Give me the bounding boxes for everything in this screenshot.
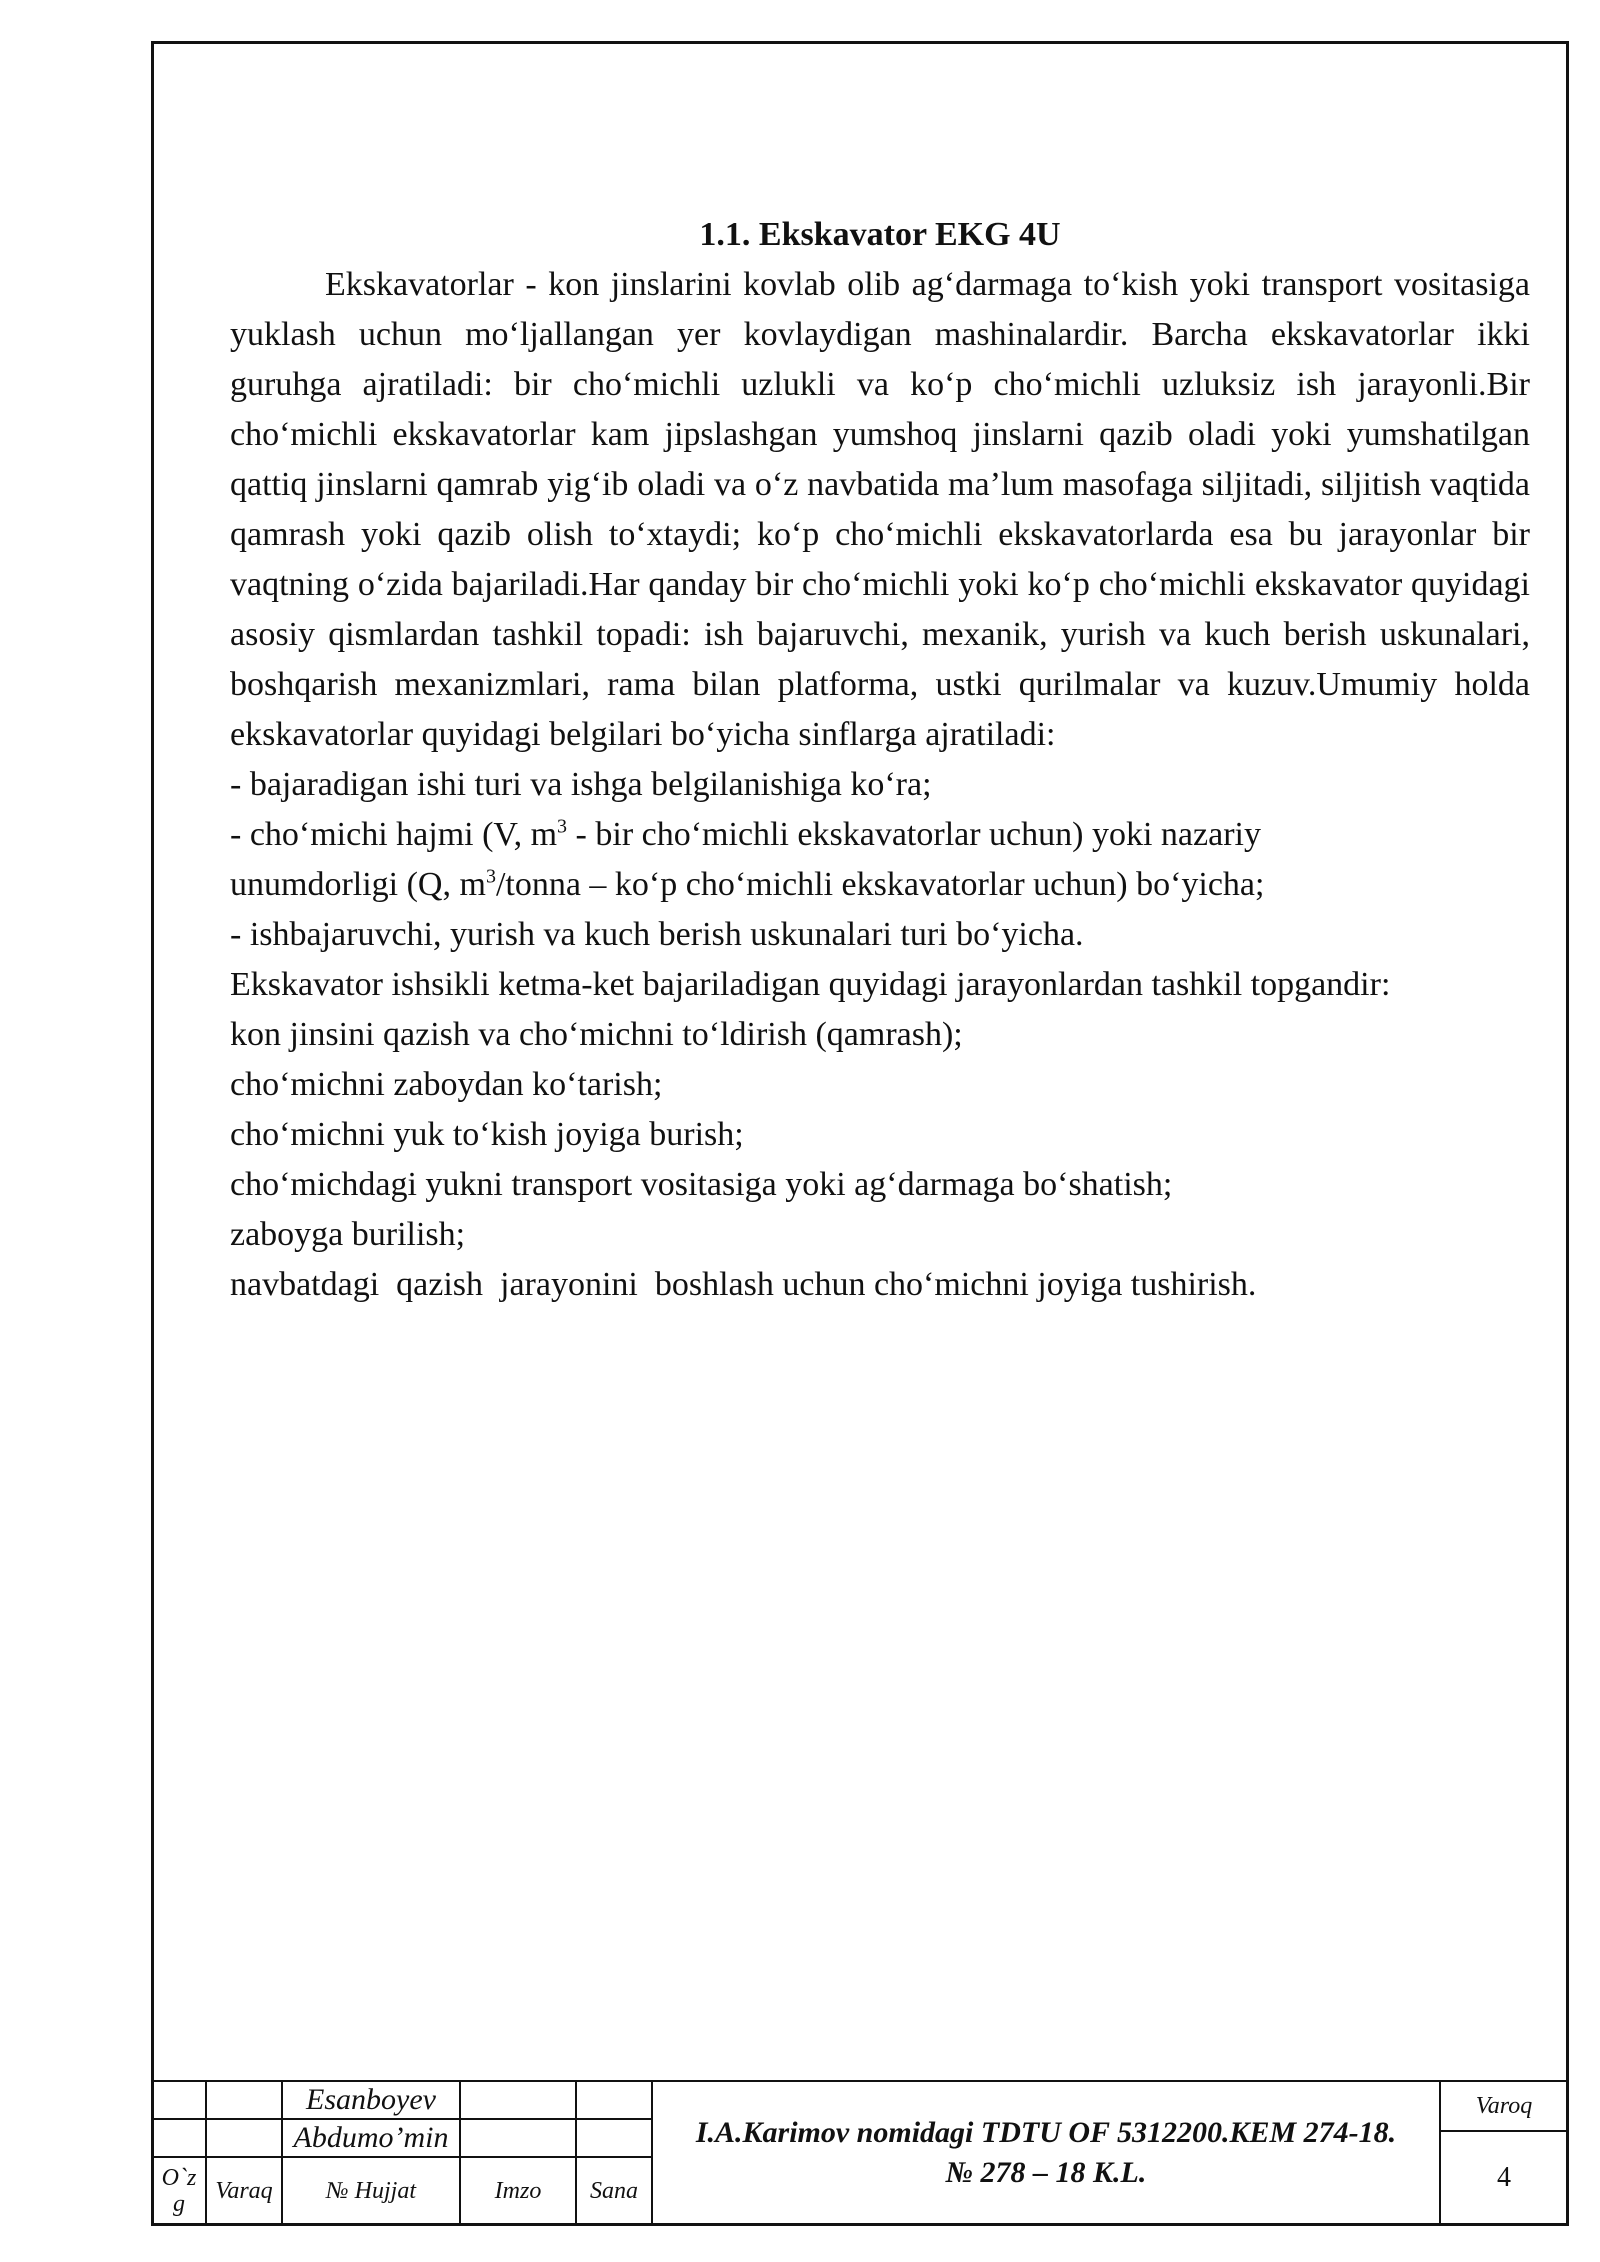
stamp-col-imzo: Imzo [459, 2156, 577, 2226]
stamp-col-sana: Sana [575, 2156, 653, 2226]
process-step: navbatdagi qazish jarayonini boshlash uchun cho‘michni joyiga tushirish. [230, 1266, 1257, 1303]
stamp-empty-cell [205, 2080, 283, 2120]
stamp-empty-cell [575, 2080, 653, 2120]
title-block [151, 2080, 1569, 2226]
body-paragraph: Ekskavatorlar - kon jinslarini kovlab olib ag‘darmaga to‘kish yoki transport vositasiga yuklash uchun mo‘ljallangan yer kovlaydigan mashinalardir. Barcha ekskavatorlar ikki guruhga ajratiladi: bir cho‘michli uzlukli va ko‘p cho‘michli uzluksiz ish jarayonli.Bir cho‘michli ekskavatorlar kam jipslashgan yumshoq jinslarni qazib oladi yoki yumshatilgan qattiq jinslarni qamrab yig‘ib oladi va o‘z navbatida ma’lum masofaga siljitadi, siljitish vaqtida qamrash yoki qazib olish to‘xtaydi; ko‘p cho‘michli ekskavatorlarda esa bu jarayonlar bir vaqtning o‘zida bajariladi.Har qanday bir cho‘michli yoki ko‘p cho‘michli ekskavator quyidagi asosiy qismlardan tashkil topadi: ish bajaruvchi, mexanik, yurish va kuch berish uskunalari, boshqarish mexanizmlari, rama bilan platforma, ustki qurilmalar va kuzuv.Umumiy holda ekskavatorlar quyidagi belgilari bo‘yicha sinflarga ajratiladi: [230, 266, 1530, 753]
process-step: cho‘michni yuk to‘kish joyiga burish; [230, 1116, 744, 1153]
stamp-org-line1: I.A.Karimov nomidagi TDTU OF 5312200.KEM 274-18. [695, 2116, 1397, 2149]
stamp-author-name: Abdumo’min [281, 2118, 461, 2158]
process-step: cho‘michni zaboydan ko‘tarish; [230, 1066, 663, 1103]
process-step: zaboyga burilish; [230, 1216, 466, 1253]
stamp-col-hujjat: № Hujjat [281, 2156, 461, 2226]
stamp-org-line2: № 278 – 18 K.L. [945, 2156, 1147, 2189]
list-item: - ishbajaruvchi, yurish va kuch berish uskunalari turi bo‘yicha. [230, 916, 1084, 953]
text-line: Ekskavator ishsikli ketma-ket bajariladigan quyidagi jarayonlardan tashkil topgandir: [230, 966, 1391, 1003]
stamp-sheet-number: 4 [1439, 2130, 1569, 2226]
stamp-sheet-label: Varoq [1439, 2080, 1569, 2132]
stamp-col-ozg: O`z g [151, 2156, 207, 2226]
process-step: cho‘michdagi yukni transport vositasiga yoki ag‘darmaga bo‘shatish; [230, 1166, 1173, 1203]
stamp-organization [651, 2080, 1441, 2226]
stamp-col-varaq: Varaq [205, 2156, 283, 2226]
list-item: - cho‘michi hajmi (V, $m^3$ - bir cho‘michli ekskavatorlar uchun) yoki nazariy [230, 815, 1261, 853]
process-step: kon jinsini qazish va cho‘michni to‘ldirish (qamrash); [230, 1016, 963, 1053]
stamp-empty-cell [205, 2118, 283, 2158]
section-title: 1.1. Ekskavator EKG 4U [699, 216, 1061, 253]
stamp-empty-cell [459, 2118, 577, 2158]
stamp-empty-cell [459, 2080, 577, 2120]
stamp-author-surname: Esanboyev [281, 2080, 461, 2120]
list-item: - bajaradigan ishi turi va ishga belgilanishiga ko‘ra; [230, 766, 932, 803]
list-item: unumdorligi (Q, $m^3$/tonna – ko‘p cho‘michli ekskavatorlar uchun) bo‘yicha; [230, 865, 1265, 903]
stamp-empty-cell [575, 2118, 653, 2158]
document-body [230, 210, 1530, 1310]
stamp-empty-cell [151, 2080, 207, 2120]
stamp-empty-cell [151, 2118, 207, 2158]
